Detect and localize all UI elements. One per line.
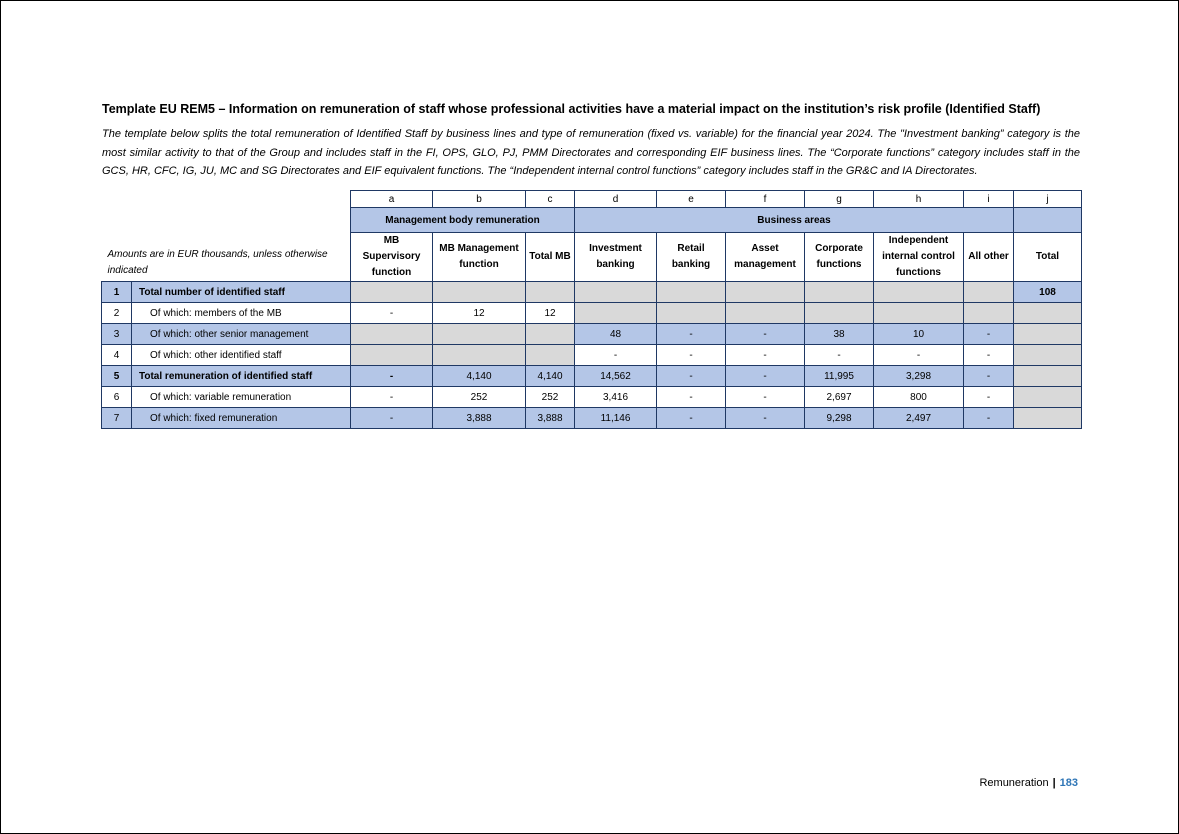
table-cell (874, 303, 964, 324)
group-header-business: Business areas (575, 208, 1014, 233)
rem5-table (101, 190, 1082, 429)
table-cell (433, 345, 526, 366)
column-letter: e (657, 191, 726, 208)
table-cell (805, 303, 874, 324)
table-cell: 4,140 (526, 366, 575, 387)
table-cell (1014, 408, 1082, 429)
table-row (102, 408, 1082, 429)
table-cell: - (351, 408, 433, 429)
row-label: Of which: other identified staff (132, 345, 351, 366)
table-cell (964, 303, 1014, 324)
table-cell (526, 345, 575, 366)
column-letter-row (102, 191, 1082, 208)
table-cell (726, 303, 805, 324)
table-cell: - (657, 345, 726, 366)
table-cell: - (964, 387, 1014, 408)
column-letter: i (964, 191, 1014, 208)
table-cell: - (657, 366, 726, 387)
table-cell (1014, 387, 1082, 408)
row-number: 1 (102, 282, 132, 303)
table-cell (575, 303, 657, 324)
table-cell (351, 345, 433, 366)
row-label: Of which: variable remuneration (132, 387, 351, 408)
column-header: Asset management (726, 233, 805, 282)
table-cell (1014, 324, 1082, 345)
table-cell: - (726, 324, 805, 345)
row-number: 4 (102, 345, 132, 366)
row-number: 3 (102, 324, 132, 345)
table-cell: 14,562 (575, 366, 657, 387)
table-cell: 11,146 (575, 408, 657, 429)
table-cell: 252 (433, 387, 526, 408)
table-cell: 2,697 (805, 387, 874, 408)
group-header-row (102, 208, 1082, 233)
column-header: Investment banking (575, 233, 657, 282)
column-letter: h (874, 191, 964, 208)
table-cell: - (351, 366, 433, 387)
row-label: Of which: other senior management (132, 324, 351, 345)
table-cell (1014, 303, 1082, 324)
column-header: Total (1014, 233, 1082, 282)
row-number: 6 (102, 387, 132, 408)
column-letter: a (351, 191, 433, 208)
table-cell: - (726, 408, 805, 429)
table-cell: 12 (526, 303, 575, 324)
table-row (102, 366, 1082, 387)
table-cell: - (964, 345, 1014, 366)
table-cell (575, 282, 657, 303)
group-header-management: Management body remuneration (351, 208, 575, 233)
table-cell (964, 282, 1014, 303)
table-cell: 800 (874, 387, 964, 408)
row-number: 5 (102, 366, 132, 387)
row-number: 7 (102, 408, 132, 429)
table-cell: - (726, 345, 805, 366)
table-cell: - (657, 324, 726, 345)
table-cell: - (726, 387, 805, 408)
table-cell: - (351, 303, 433, 324)
column-letter: j (1014, 191, 1082, 208)
table-cell (657, 303, 726, 324)
table-cell: - (575, 345, 657, 366)
table-cell: 3,416 (575, 387, 657, 408)
table-cell: - (805, 345, 874, 366)
table-cell: 252 (526, 387, 575, 408)
table-cell: - (964, 408, 1014, 429)
table-cell (351, 282, 433, 303)
table-cell: 11,995 (805, 366, 874, 387)
row-number: 2 (102, 303, 132, 324)
table-cell (351, 324, 433, 345)
table-cell (657, 282, 726, 303)
intro-paragraph: The template below splits the total remuneration of Identified Staff by business lines and type of remuneration (fixed vs. variable) for the financial year 2024. The "Investment banking” category is the most similar activity to that of the Group and includes staff in the FI, OPS, GLO, PJ, PMM Directorates and corresponding EIF business lines. The “Corporate functions” category includes staff in the GCS, HR, CFC, IG, JU, MC and SG Directorates and EIF equivalent functions. The “Independent internal control functions” category includes staff in the GR&C and IA Directorates. (102, 128, 1080, 177)
table-cell: 10 (874, 324, 964, 345)
table-cell (433, 324, 526, 345)
column-letter: f (726, 191, 805, 208)
table-cell (1014, 345, 1082, 366)
column-letter: c (526, 191, 575, 208)
column-header: Corporate functions (805, 233, 874, 282)
table-row (102, 303, 1082, 324)
column-header: MB Supervisory function (351, 233, 433, 282)
table-cell: 3,888 (526, 408, 575, 429)
table-cell (433, 282, 526, 303)
table-cell: 108 (1014, 282, 1082, 303)
column-letter: d (575, 191, 657, 208)
row-label: Of which: members of the MB (132, 303, 351, 324)
table-row (102, 282, 1082, 303)
table-row (102, 345, 1082, 366)
page-number: 183 (1059, 777, 1078, 789)
table-cell (726, 282, 805, 303)
group-header-empty (1014, 208, 1082, 233)
template-title: Template EU REM5 – Information on remuneration of staff whose professional activities have a material impact on the institution’s risk profile (Identified Staff) (102, 102, 1041, 116)
table-row (102, 324, 1082, 345)
footer-separator: | (1052, 777, 1056, 789)
row-label: Of which: fixed remuneration (132, 408, 351, 429)
table-cell (526, 324, 575, 345)
table-cell (1014, 366, 1082, 387)
table-cell (805, 282, 874, 303)
column-header: Independent internal control functions (874, 233, 964, 282)
column-header: Total MB (526, 233, 575, 282)
row-label: Total remuneration of identified staff (132, 366, 351, 387)
table-cell: 3,298 (874, 366, 964, 387)
table-cell: - (964, 366, 1014, 387)
table-cell: 3,888 (433, 408, 526, 429)
column-letter: b (433, 191, 526, 208)
table-cell (874, 282, 964, 303)
row-label: Total number of identified staff (132, 282, 351, 303)
table-cell: - (657, 408, 726, 429)
table-cell: - (964, 324, 1014, 345)
column-header: All other (964, 233, 1014, 282)
column-header: Retail banking (657, 233, 726, 282)
table-cell: 38 (805, 324, 874, 345)
table-cell: - (726, 366, 805, 387)
table-cell: - (351, 387, 433, 408)
table-cell: 2,497 (874, 408, 964, 429)
table-cell: 4,140 (433, 366, 526, 387)
column-header: MB Management function (433, 233, 526, 282)
table-row (102, 387, 1082, 408)
table-cell: 48 (575, 324, 657, 345)
table-cell: 12 (433, 303, 526, 324)
table-cell: 9,298 (805, 408, 874, 429)
page-footer (979, 777, 1078, 789)
footer-section: Remuneration (979, 777, 1049, 789)
table-cell: - (874, 345, 964, 366)
table-cell: - (657, 387, 726, 408)
units-note: Amounts are in EUR thousands, unless otherwise indicated (102, 208, 351, 282)
column-letter: g (805, 191, 874, 208)
table-cell (526, 282, 575, 303)
